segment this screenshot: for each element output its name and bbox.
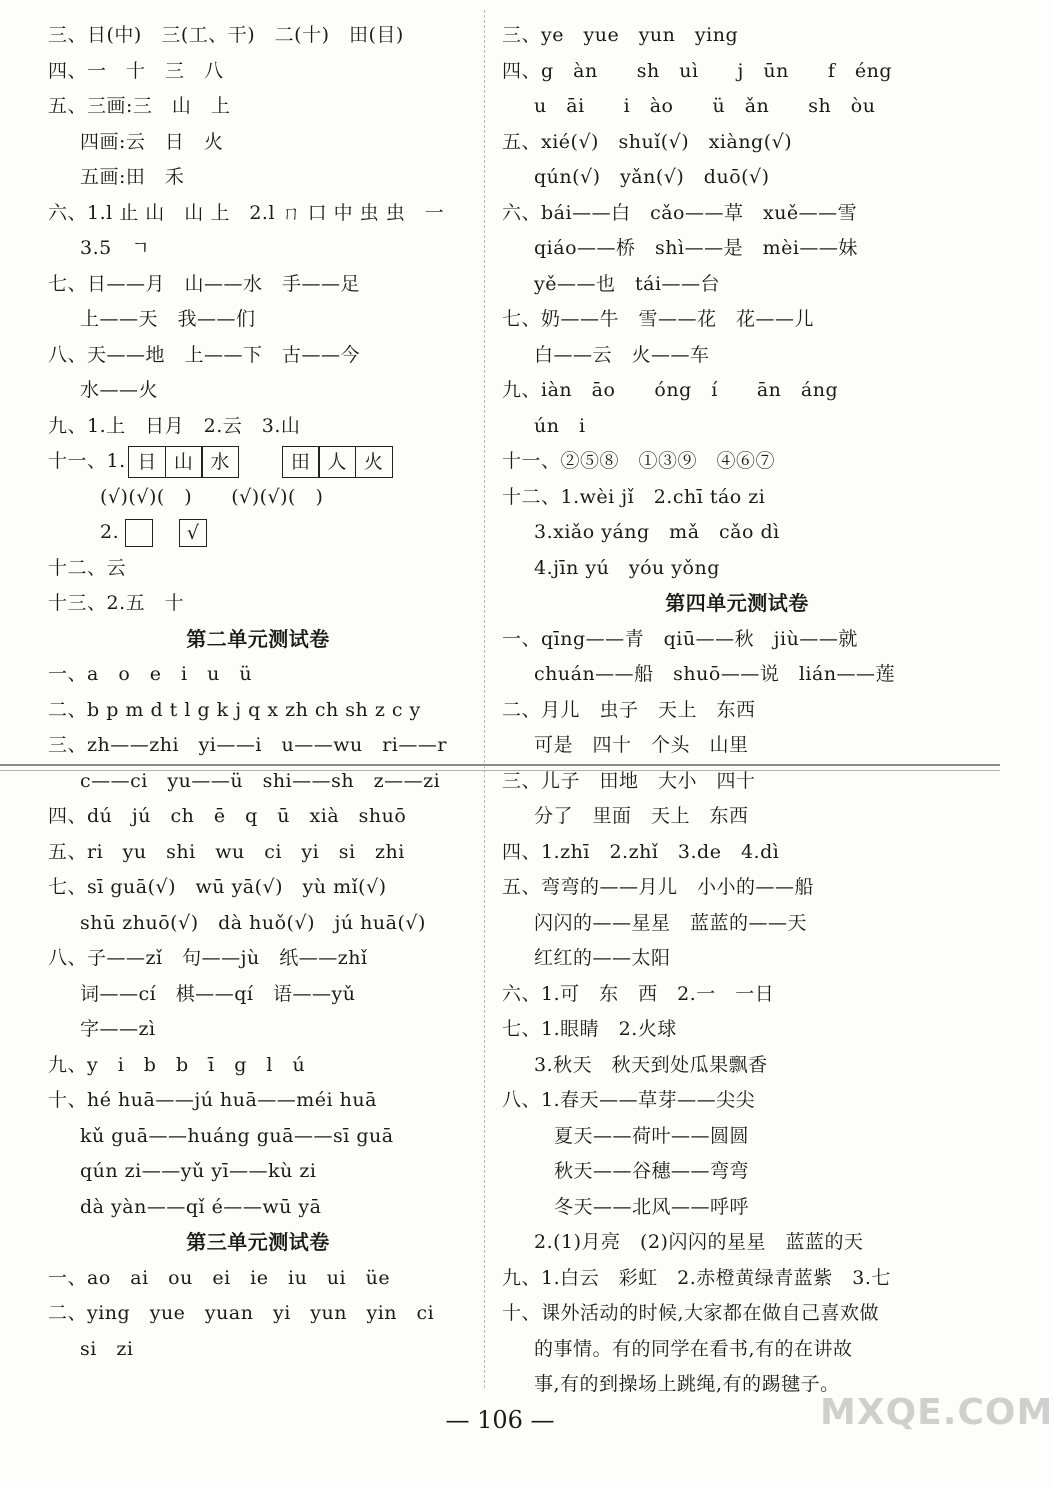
answer-line: 九、y i b b ī g l ú — [48, 1053, 306, 1076]
answer-line: qiáo——桥 shì——是 mèi——妹 — [534, 237, 858, 259]
character-box: 山 — [165, 446, 203, 478]
answer-line: dà yàn——qǐ é——wū yā — [80, 1195, 322, 1218]
answer-line: u āi i ào ü ǎn sh òu — [534, 95, 876, 117]
answer-line: 七、1.眼睛 2.火球 — [502, 1018, 677, 1040]
answer-line: 二、b p m d t l g k j q x zh ch sh z c y — [48, 698, 421, 721]
answer-line: c——ci yu——ü shi——sh z——zi — [80, 769, 441, 792]
answer-line: 词——cí 棋——qí 语——yǔ — [80, 982, 356, 1005]
answer-line: 十、hé huā——jú huā——méi huā — [48, 1089, 377, 1111]
page-number: — 106 — — [445, 1406, 555, 1434]
answer-line: 五、三画:三 山 上 — [48, 95, 231, 117]
answer-line: 八、1.春天——草芽——尖尖 — [502, 1089, 756, 1111]
character-box: 田 — [282, 446, 320, 478]
answer-line: 七、日——月 山——水 手——足 — [48, 272, 361, 295]
answer-line: 白——云 火——车 — [534, 343, 710, 366]
answer-line: 六、1.l 止 山 山 上 2.l ㄇ 口 中 虫 虫 一 — [48, 201, 445, 224]
answer-line: 四、dú jú ch ē q ū xià shuō — [48, 805, 407, 827]
answer-line: 3.5 ㄱ — [80, 237, 151, 259]
answer-line: 十、课外活动的时候,大家都在做自己喜欢做 — [502, 1302, 880, 1324]
answer-line: 七、sī guā(√) wū yā(√) yù mǐ(√) — [48, 876, 387, 898]
left-column — [48, 18, 468, 1367]
answer-line: 一、ao ai ou ei ie iu ui üe — [48, 1266, 391, 1289]
answer-line: ún i — [534, 414, 586, 437]
answer-line: qún(√) yǎn(√) duō(√) — [534, 166, 770, 188]
answer-line: 一、a o e i u ü — [48, 663, 253, 685]
answer-line: 二、月儿 虫子 天上 东西 — [502, 698, 756, 721]
answer-line: 九、1.上 日月 2.云 3.山 — [48, 414, 301, 437]
answer-line: si zi — [80, 1337, 134, 1360]
answer-line: 五、弯弯的——月儿 小小的——船 — [502, 876, 815, 898]
answer-line: 红红的——太阳 — [534, 947, 671, 969]
character-box-group — [283, 446, 393, 478]
answer-box-row — [48, 444, 468, 480]
answer-line: 九、1.白云 彩虹 2.赤橙黄绿青蓝紫 3.七 — [502, 1266, 891, 1289]
answer-line: 可是 四十 个头 山里 — [534, 734, 749, 756]
answer-line: 十二、1.wèi jǐ 2.chī táo zi — [502, 485, 766, 508]
answer-line: 九、iàn āo óng í ān áng — [502, 379, 839, 401]
answer-line: 四、g àn sh uì j ūn f éng — [502, 59, 893, 82]
answer-line: chuán——船 shuō——说 lián——莲 — [534, 663, 896, 685]
answer-line: 分了 里面 天上 东西 — [534, 805, 749, 827]
character-box: 人 — [318, 446, 356, 478]
answer-line: 三、儿子 田地 大小 四十 — [502, 769, 756, 792]
answer-line: 三、日(中) 三(工、干) 二(十) 田(目) — [48, 24, 404, 46]
answer-line: shū zhuō(√) dà huǒ(√) jú huā(√) — [80, 911, 426, 934]
right-column — [502, 18, 972, 1403]
answer-prefix: 2. — [100, 521, 120, 543]
character-box: 火 — [355, 446, 393, 478]
answer-line: 一、qīng——青 qiū——秋 jiù——就 — [502, 627, 858, 650]
answer-line: (√)(√)( ) (√)(√)( ) — [100, 485, 324, 508]
answer-line: 十二、云 — [48, 556, 127, 579]
answer-line: 七、奶——牛 雪——花 花——儿 — [502, 308, 815, 330]
answer-line: 六、bái——白 cǎo——草 xuě——雪 — [502, 201, 858, 224]
answer-line: 上——天 我——们 — [80, 308, 256, 330]
checked-box: √ — [179, 519, 207, 547]
empty-box — [125, 519, 153, 547]
answer-line: 的事情。有的同学在看书,有的在讲故 — [534, 1337, 853, 1360]
answer-line: 3.xiǎo yáng mǎ cǎo dì — [534, 521, 780, 543]
answer-line: qún zi——yǔ yī——kù zi — [80, 1160, 317, 1182]
tick-box-row — [48, 515, 468, 551]
answer-line: 闪闪的——星星 蓝蓝的——天 — [534, 911, 808, 934]
character-box-group — [130, 446, 240, 478]
character-box: 日 — [128, 446, 166, 478]
answer-line: 事,有的到操场上跳绳,有的踢毽子。 — [534, 1373, 840, 1395]
answer-line: 秋天——谷穗——弯弯 — [554, 1160, 750, 1182]
watermark-logo: MXQE.COM — [820, 1392, 1053, 1433]
answer-line: 五画:田 禾 — [80, 166, 185, 188]
answer-line: 2.(1)月亮 (2)闪闪的星星 蓝蓝的天 — [534, 1231, 864, 1253]
answer-line: 五、ri yu shi wu ci yi si zhi — [48, 840, 405, 863]
answer-line: 字——zì — [80, 1018, 156, 1040]
answer-prefix: 十一、1. — [48, 450, 126, 472]
character-box: 水 — [201, 446, 239, 478]
answer-line: 十三、2.五 十 — [48, 592, 185, 614]
answer-line: 三、ye yue yun ying — [502, 24, 739, 46]
answer-line: 3.秋天 秋天到处瓜果飘香 — [534, 1053, 768, 1076]
answer-line: 八、子——zǐ 句——jù 纸——zhǐ — [48, 947, 368, 969]
answer-line: 四、一 十 三 八 — [48, 59, 224, 82]
answer-line: 五、xié(√) shuǐ(√) xiàng(√) — [502, 130, 793, 153]
answer-line: 四画:云 日 火 — [80, 130, 224, 153]
answer-line: 六、1.可 东 西 2.一 一日 — [502, 982, 775, 1005]
section-heading: 第四单元测试卷 — [665, 591, 809, 615]
answer-line: yě——也 tái——台 — [534, 272, 721, 295]
answer-line: 八、天——地 上——下 古——今 — [48, 343, 361, 366]
answer-line: 水——火 — [80, 379, 159, 401]
answer-line: 四、1.zhī 2.zhǐ 3.de 4.dì — [502, 840, 780, 863]
answer-line: 十一、②⑤⑧ ①③⑨ ④⑥⑦ — [502, 450, 776, 472]
column-divider — [484, 10, 485, 1388]
section-heading: 第二单元测试卷 — [186, 626, 330, 651]
answer-line: 夏天——荷叶——圆圆 — [554, 1124, 750, 1147]
answer-line: kǔ guā——huáng guā——sī guā — [80, 1124, 394, 1147]
section-heading: 第三单元测试卷 — [186, 1230, 330, 1254]
answer-line: 4.jīn yú yóu yǒng — [534, 556, 720, 579]
answer-line: 二、ying yue yuan yi yun yin ci — [48, 1302, 435, 1324]
answer-line: 冬天——北风——呼呼 — [554, 1195, 750, 1218]
answer-line: 三、zh——zhi yi——i u——wu ri——r — [48, 734, 447, 756]
